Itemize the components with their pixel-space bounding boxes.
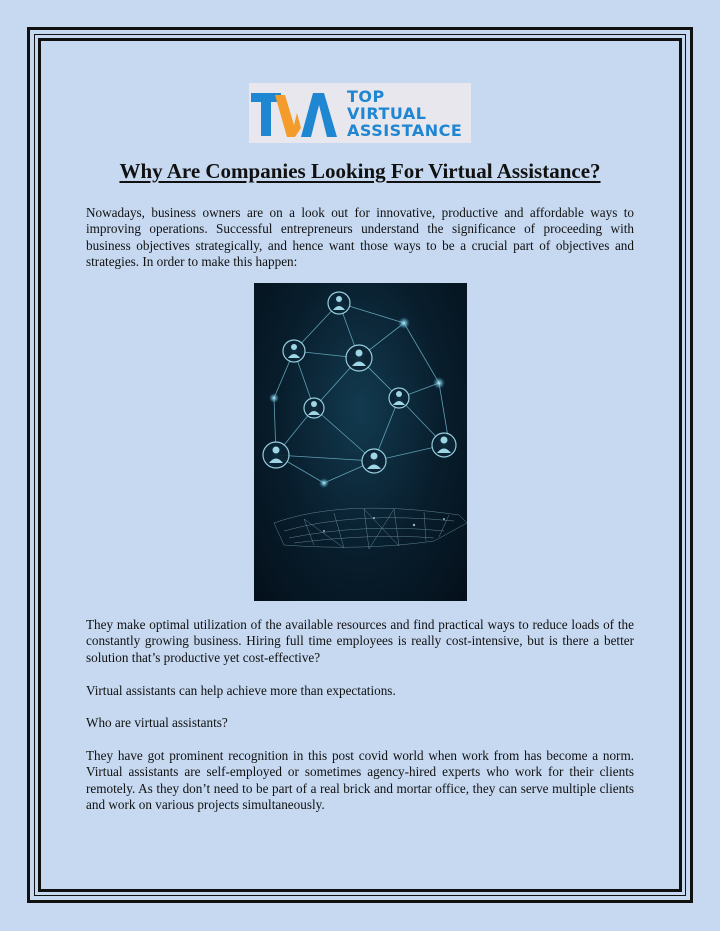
network-illustration: [254, 283, 467, 601]
intro-paragraph: Nowadays, business owners are on a look out for innovative, productive and affordable ways to improving operations. Successful entrepreneurs understand the significance of proceeding with business objectives strategically, and hence want those ways to be a crucial part of objectives and strategies. In order to make this happen:: [86, 205, 634, 269]
logo-line-top: TOP: [347, 86, 385, 106]
page-title: Why Are Companies Looking For Virtual Assistance?: [119, 159, 601, 183]
tva-monogram-icon: [249, 83, 341, 143]
resources-paragraph: They make optimal utilization of the available resources and find practical ways to reduce loads of the constantly growing business. Hiring full time employees is really cost-intensive, but is there a better solution that’s productive yet cost-effective?: [86, 617, 634, 665]
network-people-icon: [254, 283, 467, 601]
section-question: Who are virtual assistants?: [86, 715, 228, 730]
logo-line-virtual: VIRTUAL: [347, 103, 427, 123]
expectations-paragraph: Virtual assistants can help achieve more than expectations.: [86, 683, 396, 698]
logo-wordmark: [347, 88, 462, 139]
virtual-assistants-paragraph: They have got prominent recognition in this post covid world when work from has become a norm. Virtual assistants are self-employed or sometimes agency-hired experts who work for their clients remotely. As they don’t need to be part of a real brick and mortar office, they can serve multiple clients and work on various projects simultaneously.: [86, 748, 634, 812]
company-logo: [249, 83, 471, 143]
logo-line-assistance: ASSISTANCE: [347, 120, 463, 140]
